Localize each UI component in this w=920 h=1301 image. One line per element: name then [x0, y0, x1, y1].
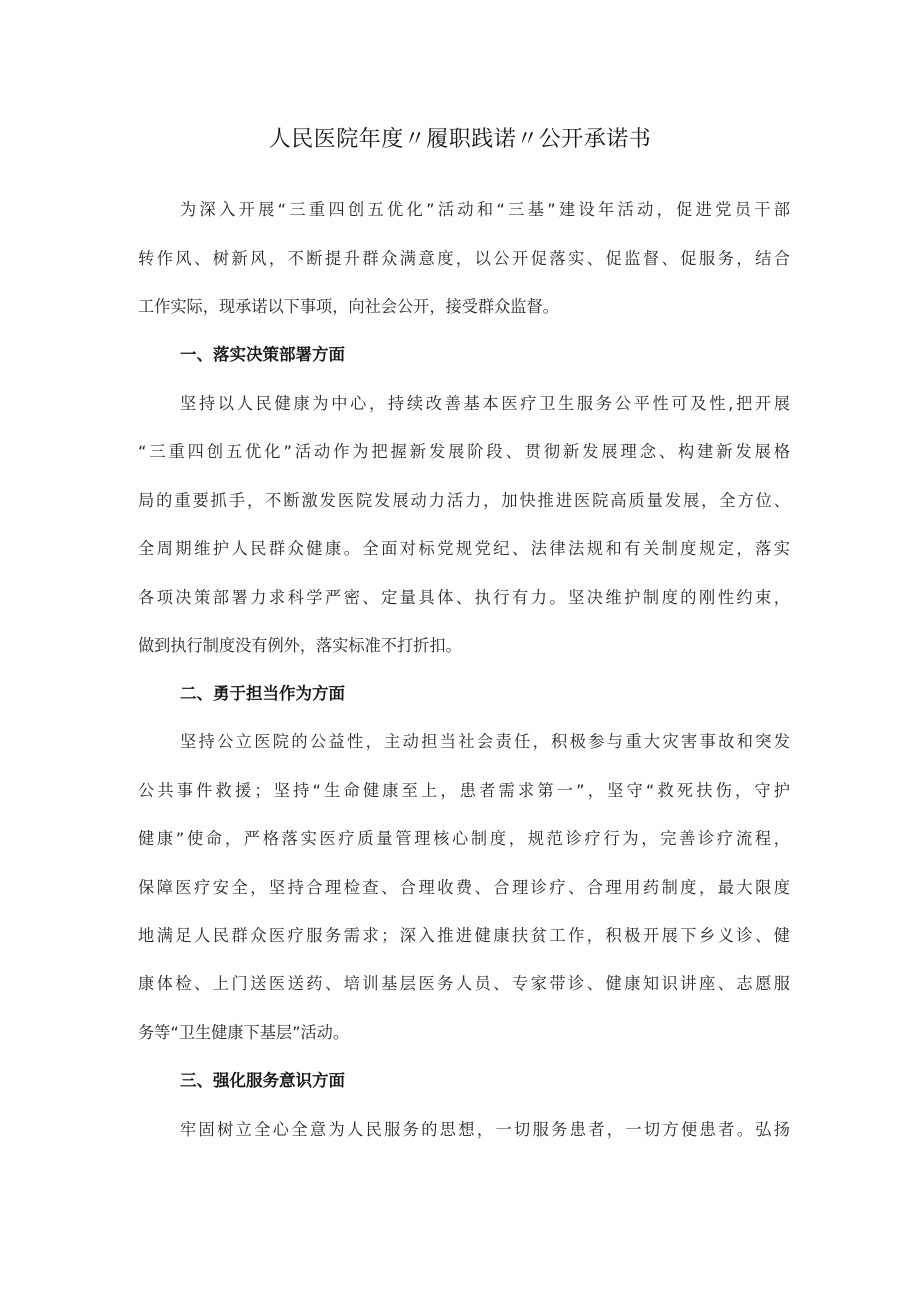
- section-2-line-3: 健康”使命，严格落实医疗质量管理核心制度，规范诊疗行为，完善诊疗流程，: [138, 829, 790, 848]
- section-3-line-1: 牢固树立全心全意为人民服务的思想，一切服务患者，一切方便患者。弘扬: [180, 1120, 790, 1139]
- section-heading-1: 一、落实决策部署方面: [180, 345, 345, 364]
- section-2-line-5: 地满足人民群众医疗服务需求；深入推进健康扶贫工作，积极开展下乡义诊、健: [138, 926, 790, 945]
- section-1-line-6: 做到执行制度没有例外，落实标准不打折扣。: [138, 636, 462, 655]
- section-1-line-2: “三重四创五优化”活动作为把握新发展阶段、贯彻新发展理念、构建新发展格: [138, 442, 790, 461]
- section-1-line-4: 全周期维护人民群众健康。全面对标党规党纪、法律法规和有关制度规定，落实: [138, 539, 790, 558]
- section-1-line-5: 各项决策部署力求科学严密、定量具体、执行有力。坚决维护制度的刚性约束，: [138, 588, 790, 607]
- document-title: 人民医院年度〃履职践诺〃公开承诺书: [268, 127, 652, 152]
- section-2-line-7: 务等“卫生健康下基层”活动。: [138, 1023, 350, 1042]
- section-2-line-6: 康体检、上门送医送药、培训基层医务人员、专家带诊、健康知识讲座、志愿服: [138, 974, 790, 993]
- section-2-line-2: 公共事件救援；坚持“生命健康至上，患者需求第一”，坚守“救死扶伤，守护: [138, 781, 790, 800]
- intro-line-2: 转作风、树新风，不断提升群众满意度，以公开促落实、促监督、促服务，结合: [138, 249, 790, 268]
- section-1-line-1: 坚持以人民健康为中心，持续改善基本医疗卫生服务公平性可及性,把开展: [180, 394, 790, 413]
- section-2-line-4: 保障医疗安全，坚持合理检查、合理收费、合理诊疗、合理用药制度，最大限度: [138, 878, 790, 897]
- section-heading-3: 三、强化服务意识方面: [180, 1071, 345, 1090]
- intro-line-3: 工作实际，现承诺以下事项，向社会公开，接受群众监督。: [138, 297, 559, 316]
- section-2-line-1: 坚持公立医院的公益性，主动担当社会责任，积极参与重大灾害事故和突发: [180, 732, 790, 751]
- section-1-line-3: 局的重要抓手，不断激发医院发展动力活力，加快推进医院高质量发展，全方位、: [138, 491, 790, 510]
- intro-line-1: 为深入开展“三重四创五优化”活动和“三基”建设年活动，促进党员干部: [180, 200, 790, 219]
- section-heading-2: 二、勇于担当作为方面: [180, 684, 345, 703]
